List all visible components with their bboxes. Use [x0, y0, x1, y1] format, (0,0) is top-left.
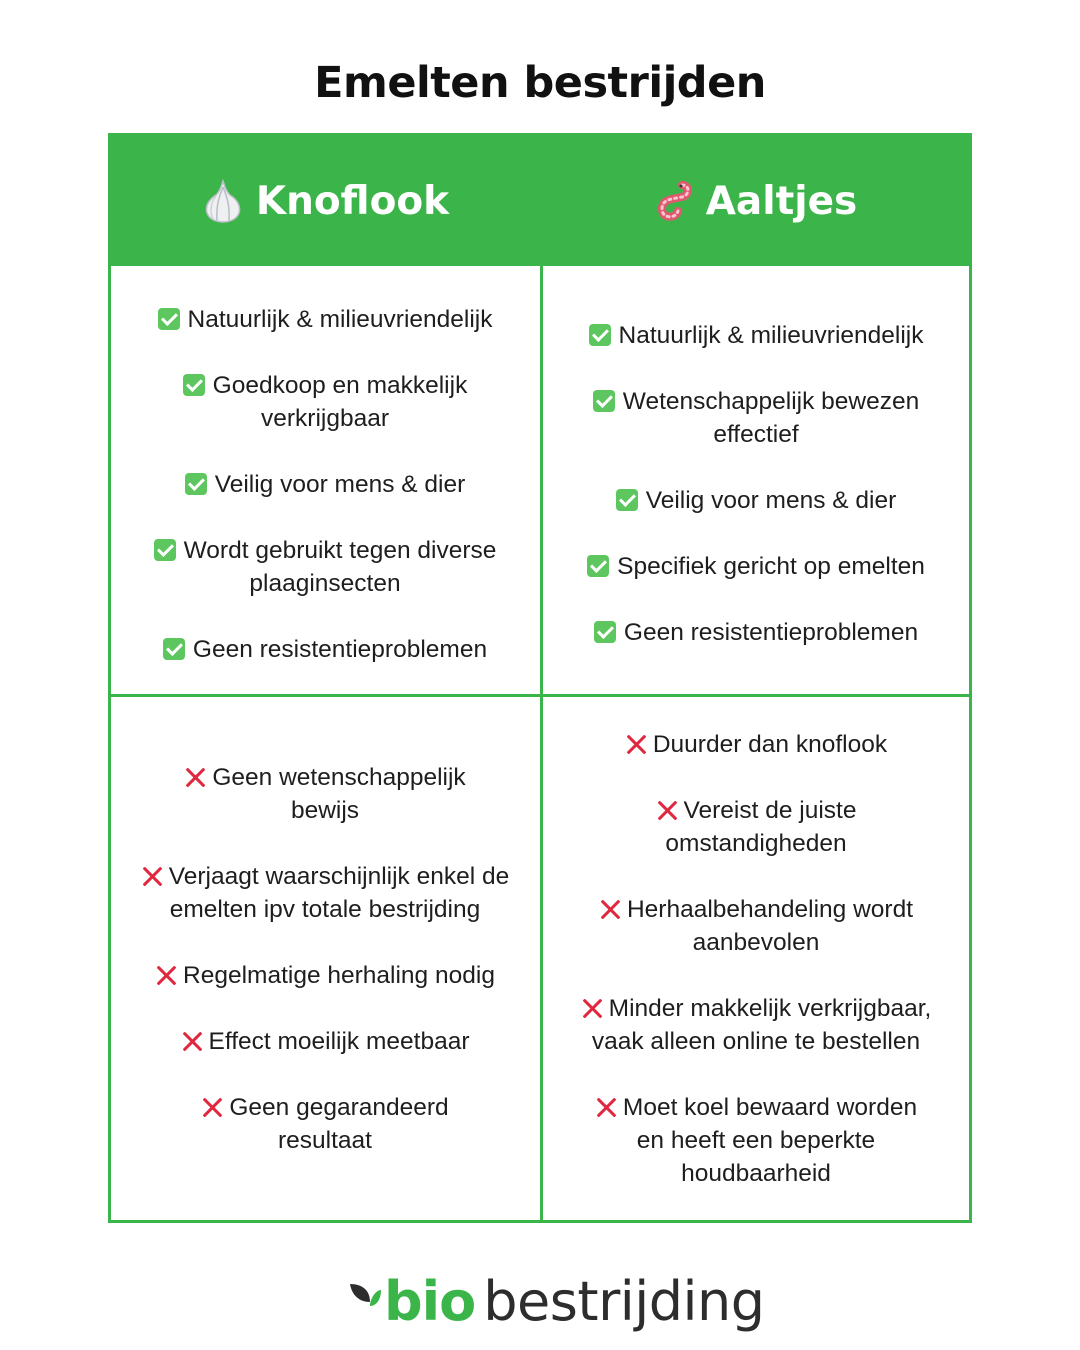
aaltjes-cons [556, 700, 956, 1218]
leaf-icon [348, 1280, 382, 1320]
con-item: Minder makkelijk verkrijgbaar, vaak alleen online te bestellen [556, 992, 956, 1058]
con-item: Vereist de juiste omstandigheden [636, 794, 876, 860]
header-knoflook [111, 136, 540, 266]
table-header [111, 136, 969, 266]
check-icon [589, 324, 611, 346]
check-icon [158, 308, 180, 330]
garlic-icon [202, 179, 244, 223]
cross-icon [581, 997, 603, 1019]
con-item: Herhaalbehandeling wordt aanbevolen [571, 893, 941, 959]
check-icon [183, 374, 205, 396]
cross-icon [599, 898, 621, 920]
header-aaltjes [540, 136, 969, 266]
comparison-table [108, 133, 972, 1223]
cross-icon [201, 1096, 223, 1118]
check-icon [163, 638, 185, 660]
pro-item: Wetenschappelijk bewezen effectief [566, 385, 946, 451]
logo-bio: bio [384, 1270, 476, 1333]
cross-icon [181, 1030, 203, 1052]
pro-item: Wordt gebruikt tegen diverse plaaginsecten [125, 534, 525, 600]
cross-icon [141, 865, 163, 887]
check-icon [616, 489, 638, 511]
worm-icon [652, 179, 694, 223]
check-icon [593, 390, 615, 412]
pro-item: Veilig voor mens & dier [616, 484, 897, 517]
header-label: Knoflook [255, 178, 450, 224]
con-item: Effect moeilijk meetbaar [181, 1025, 470, 1058]
con-item: Regelmatige herhaling nodig [155, 959, 495, 992]
knoflook-pros [125, 278, 525, 690]
check-icon [185, 473, 207, 495]
row-divider [111, 694, 969, 697]
con-item: Verjaagt waarschijnlijk enkel de emelten ipv totale bestrijding [125, 860, 525, 926]
check-icon [594, 621, 616, 643]
con-item: Duurder dan knoflook [625, 728, 887, 761]
brand-logo [348, 1262, 765, 1332]
knoflook-cons [125, 700, 525, 1218]
cross-icon [625, 733, 647, 755]
con-item: Moet koel bewaard worden en heeft een beperkte houdbaarheid [586, 1091, 926, 1190]
pro-item: Natuurlijk & milieuvriendelijk [589, 319, 924, 352]
con-item: Geen gegarandeerd resultaat [175, 1091, 475, 1157]
page-title: Emelten bestrijden [314, 58, 766, 108]
pro-item: Goedkoop en makkelijk verkrijgbaar [160, 369, 490, 435]
con-item: Geen wetenschappelijk bewijs [160, 761, 490, 827]
cross-icon [656, 799, 678, 821]
aaltjes-pros [556, 278, 956, 690]
pro-item: Natuurlijk & milieuvriendelijk [158, 303, 493, 336]
cross-icon [184, 766, 206, 788]
pro-item: Specifiek gericht op emelten [587, 550, 925, 583]
pro-item: Geen resistentieproblemen [594, 616, 918, 649]
header-label: Aaltjes [705, 178, 858, 224]
pro-item: Geen resistentieproblemen [163, 633, 487, 666]
pro-item: Veilig voor mens & dier [185, 468, 466, 501]
column-divider [540, 266, 543, 1220]
cross-icon [155, 964, 177, 986]
cross-icon [595, 1096, 617, 1118]
check-icon [587, 555, 609, 577]
check-icon [154, 539, 176, 561]
logo-bestrijding: bestrijding [483, 1270, 765, 1333]
